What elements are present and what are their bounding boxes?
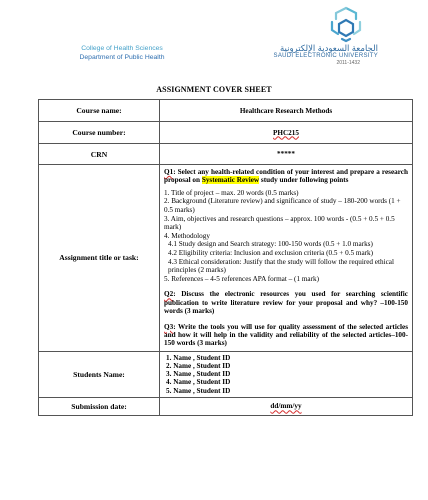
task-label: Assignment title or task: xyxy=(39,165,160,352)
department-line: Department of Public Health xyxy=(79,54,165,61)
task-content xyxy=(160,165,413,352)
crn-row xyxy=(39,144,413,165)
submission-value xyxy=(160,397,413,415)
list-item: 2. Name , Student ID xyxy=(166,361,231,370)
list-item: 5. References – 4-5 references APA format – (1 mark) xyxy=(164,274,320,283)
college-line1: College of Health Sciences xyxy=(81,45,163,52)
page-title: ASSIGNMENT COVER SHEET xyxy=(156,85,272,94)
list-item: 3. Aim, objectives and research questions – approx. 100 words - (0.5 + 0.5 + 0.5 mark) xyxy=(164,214,395,232)
q1-tag: Q1 xyxy=(164,168,174,176)
q2-text: : Discuss the electronic resources you used for searching scientific publication to write literature review for your proposal and why? –100-150 words (3 marks) xyxy=(164,290,408,316)
university-arabic: الجامعة السعودية الإلكترونية xyxy=(279,43,378,53)
q3-text: : Write the tools you will use for quality assessment of the selected articles and how it will help in the validity and reliability of the selected articles–100-150 words (3 marks) xyxy=(164,322,408,348)
list-item: 4. Name , Student ID xyxy=(166,378,231,387)
course-number-text: PHC215 xyxy=(273,128,299,137)
list-item: 2. Background (Literature review) and significance of study – 180-200 words (1 + 0.5 marks) xyxy=(164,197,401,214)
students-label: Students Name: xyxy=(39,351,160,397)
submission-date-text: dd/mm/yy xyxy=(270,402,302,411)
q1-highlight: Systematic Review xyxy=(201,176,260,185)
course-number-row xyxy=(39,122,413,144)
task-row xyxy=(39,165,413,352)
list-item: 4.3 Ethical consideration: Justify that the study will follow the required ethical principles (2 marks) xyxy=(168,257,394,275)
students-list xyxy=(160,351,413,397)
cover-sheet-table xyxy=(38,99,413,416)
question-2 xyxy=(164,290,408,315)
course-number-label: Course number: xyxy=(39,122,160,144)
q1-text-a: : Select any health-related condition of your interest and prepare a research proposal on xyxy=(164,168,408,185)
list-item: 5. Name , Student ID xyxy=(166,386,231,395)
university-name xyxy=(246,44,378,66)
list-item: 4.2 Eligibility criteria: Inclusion and exclusion criteria (0.5 + 0.5 mark) xyxy=(168,248,374,257)
course-name-row xyxy=(39,100,413,122)
task-items-list xyxy=(164,189,408,284)
q3-tag: Q3 xyxy=(164,322,174,331)
university-english: SAUDI ELECTRONIC UNIVERSITY xyxy=(273,53,378,59)
crn-label: CRN xyxy=(39,144,160,165)
list-item: 4. Methodology xyxy=(164,231,210,240)
university-years: 2011-1432 xyxy=(336,60,360,66)
q2-tag: Q2 xyxy=(164,290,174,299)
q1-text-b: study under following points xyxy=(259,176,349,185)
crn-value: ***** xyxy=(160,144,413,165)
course-name-label: Course name: xyxy=(39,100,160,122)
list-item: 1. Name , Student ID xyxy=(166,353,231,362)
submission-label: Submission date: xyxy=(39,397,160,415)
question-1 xyxy=(164,168,408,185)
list-item: 3. Name , Student ID xyxy=(166,370,231,379)
university-logo-icon xyxy=(326,4,366,44)
list-item: 4.1 Study design and Search strategy: 100-150 words (0.5 + 1.0 marks) xyxy=(168,240,373,249)
document-header xyxy=(0,0,428,78)
college-name xyxy=(52,44,192,62)
course-name-value: Healthcare Research Methods xyxy=(160,100,413,122)
students-row xyxy=(39,351,413,397)
course-number-value xyxy=(160,122,413,144)
question-3 xyxy=(164,323,408,348)
submission-row xyxy=(39,397,413,415)
list-item: 1. Title of project – max. 20 words (0.5 marks) xyxy=(164,188,299,197)
